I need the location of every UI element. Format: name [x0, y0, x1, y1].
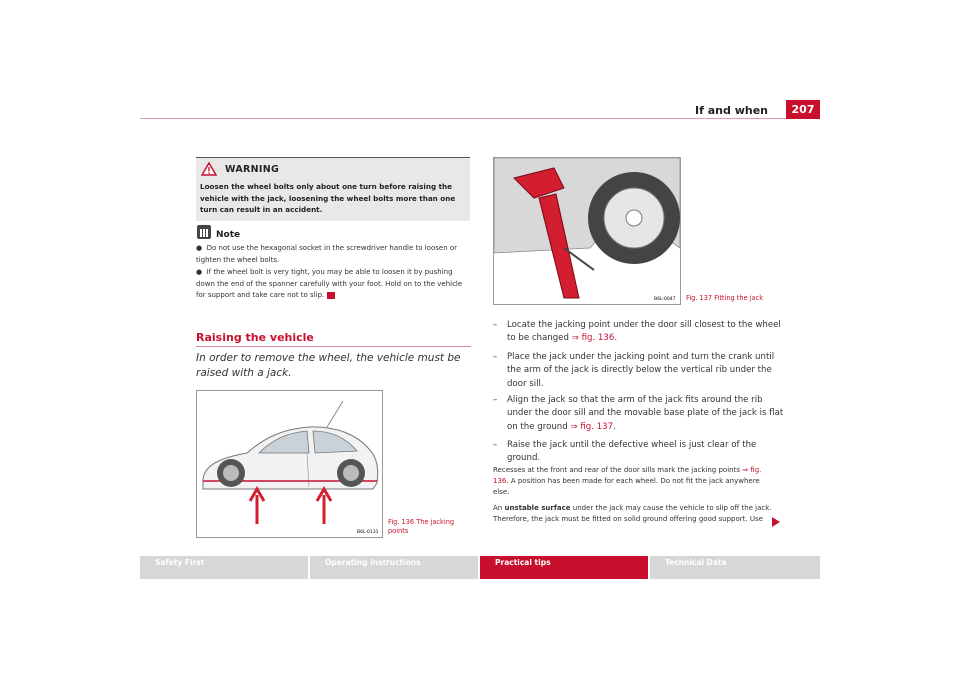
step-dash: –	[493, 395, 498, 405]
step-item	[493, 319, 787, 346]
paragraph-text: An	[493, 504, 503, 512]
step-dash: –	[493, 352, 498, 362]
figure-caption: Fig. 136 The jacking points	[388, 518, 455, 535]
section-title: Raising the vehicle	[196, 331, 314, 344]
tab-label: Practical tips	[495, 558, 551, 567]
tab-label: Technical Data	[665, 558, 727, 567]
figure-jacking-points	[196, 390, 383, 538]
tab-technical-data[interactable]	[650, 556, 820, 579]
paragraph-bold-text: unstable surface	[504, 504, 571, 512]
header-rule	[140, 118, 820, 119]
step-dash: –	[493, 440, 498, 450]
figure-reference-link[interactable]: ⇒ fig. 137	[570, 421, 614, 432]
note-item: ● If the wheel bolt is very tight, you may be able to loosen it by pushing down the end of the spanner carefully with your foot. Hold on to the vehicle for support and take care not to slip.	[196, 268, 463, 299]
car-side-illustration	[197, 391, 382, 537]
warning-title: WARNING	[225, 164, 280, 175]
paragraph-text: Recesses at the front and rear of the door sills mark the jacking points	[493, 466, 740, 474]
step-text: Place the jack under the jacking point and turn the crank until the arm of the jack is directly below the vertical rib under the door sill.	[507, 352, 775, 389]
note-icon	[197, 225, 211, 239]
step-item	[493, 394, 787, 434]
note-title: Note	[216, 230, 241, 240]
tab-safety-first[interactable]	[140, 556, 308, 579]
step-text: Raise the jack until the defective wheel is just clear of the ground.	[507, 440, 757, 464]
tab-label: Operating instructions	[325, 558, 421, 567]
paragraph-unstable-surface	[493, 503, 778, 525]
step-item	[493, 439, 787, 466]
page-number: 207	[786, 100, 820, 119]
end-marker-icon	[327, 292, 335, 299]
step-tail: .	[613, 421, 616, 432]
figure-reference-link[interactable]: ⇒ fig. 136	[493, 466, 762, 485]
figure-code: B6L-0047	[654, 297, 676, 302]
warning-triangle-icon	[201, 162, 217, 176]
step-item	[493, 351, 787, 391]
figure-caption: Fig. 137 Fitting the jack	[686, 294, 764, 302]
step-tail: .	[614, 333, 618, 344]
paragraph-jacking-recesses	[493, 465, 778, 497]
note-item: ● Do not use the hexagonal socket in the screwdriver handle to loosen or tighten the wheel bolts.	[196, 244, 458, 264]
tab-practical-tips[interactable]	[480, 556, 648, 579]
continue-arrow-icon	[772, 517, 780, 527]
warning-text: Loosen the wheel bolts only about one turn before raising the vehicle with the jack, loosening the wheel bolts more than one turn can result in an accident.	[200, 182, 456, 214]
paragraph-text: . A position has been made for each wheel. Do not fit the jack anywhere else.	[493, 476, 760, 496]
step-text: Align the jack so that the arm of the jack fits around the rib under the door sill and the movable base plate of the jack is flat on the ground	[507, 395, 784, 432]
paragraph-text: under the jack may cause the vehicle to slip off the jack. Therefore, the jack must be fitted on solid ground offering good support. Use	[493, 504, 772, 523]
tab-operating-instructions[interactable]	[310, 556, 478, 579]
step-text: Locate the jacking point under the door sill closest to the wheel to be changed	[507, 320, 781, 344]
figure-reference-link[interactable]: ⇒ fig. 136	[571, 333, 615, 344]
note-item-text: Do not use the hexagonal socket in the screwdriver handle to loosen or tighten the wheel bolts.	[196, 244, 458, 264]
section-intro: In order to remove the wheel, the vehicle must be raised with a jack.	[196, 352, 461, 379]
note-item-text: If the wheel bolt is very tight, you may be able to loosen it by pushing down the end of the spanner carefully with your foot. Hold on to the vehicle for support and take care not to slip.	[196, 268, 463, 299]
figure-code: B6L-0131	[357, 530, 379, 535]
step-dash: –	[493, 320, 498, 330]
tab-label: Safety First	[155, 558, 205, 567]
jack-illustration	[494, 158, 680, 304]
figure-fitting-jack	[493, 157, 681, 305]
section-rule	[196, 346, 471, 347]
page-header-title: If and when	[695, 104, 768, 117]
